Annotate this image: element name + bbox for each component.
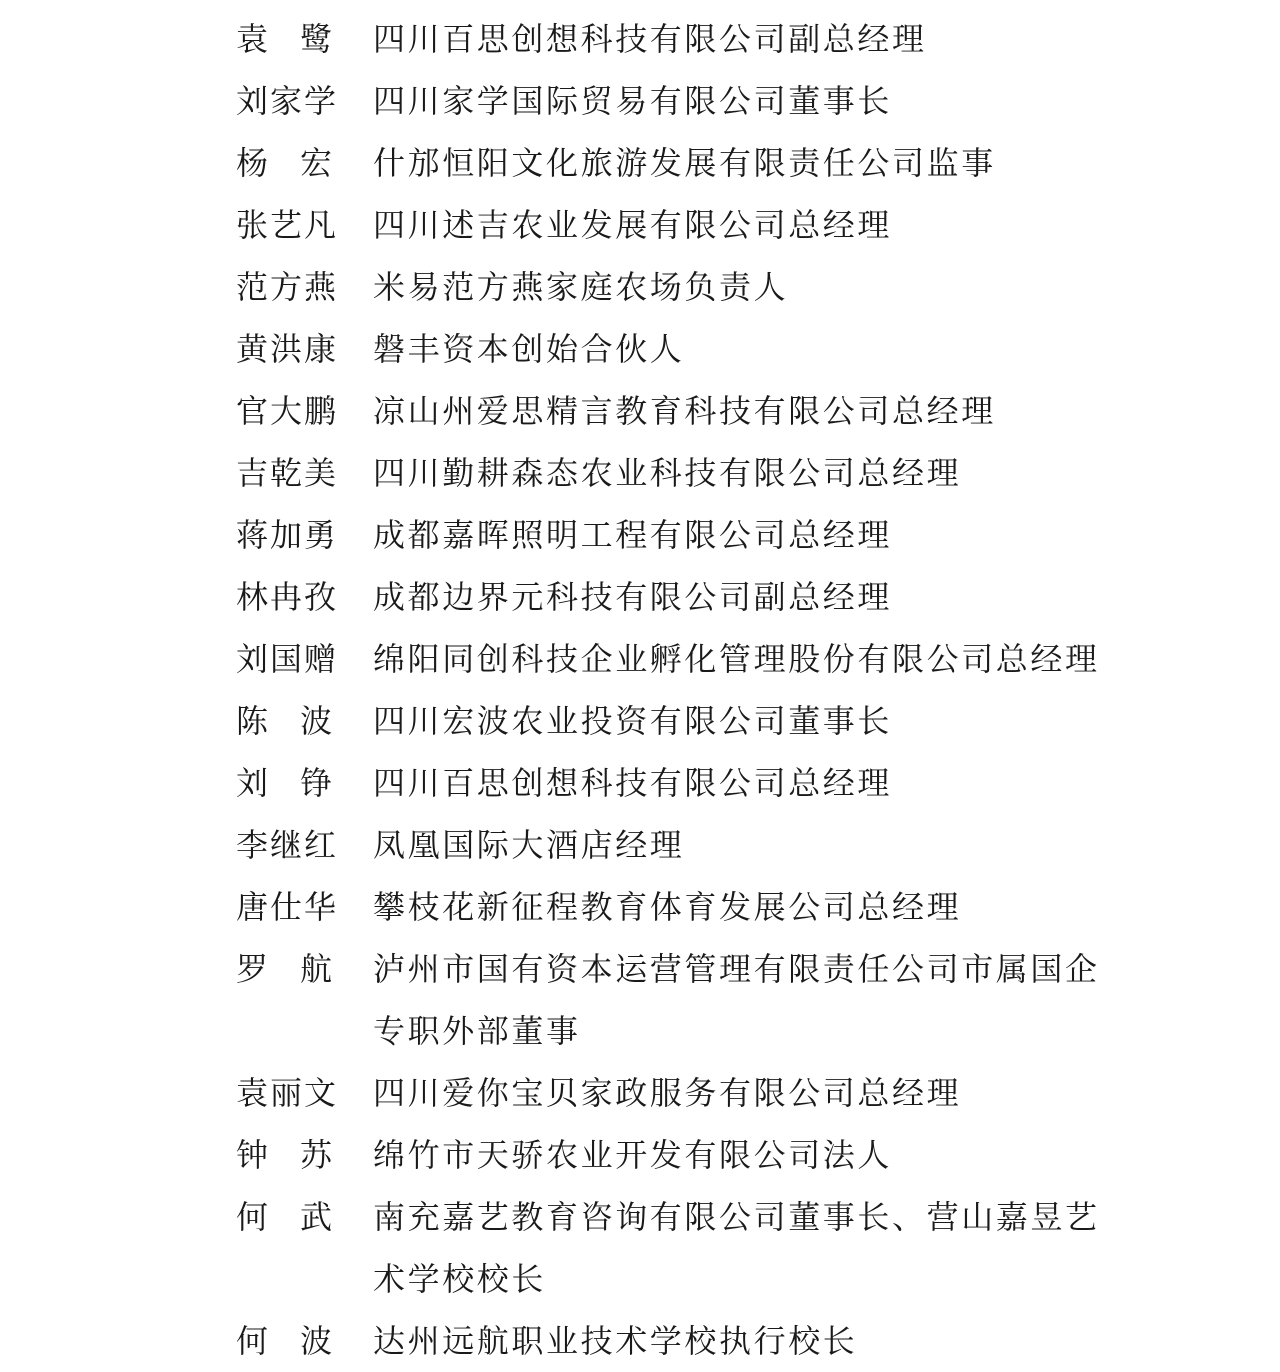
list-item xyxy=(236,1186,1280,1310)
member-title: 绵竹市天骄农业开发有限公司法人 xyxy=(373,1136,893,1174)
list-item xyxy=(236,876,1280,938)
member-name: 袁丽文 xyxy=(236,1074,339,1112)
list-item xyxy=(236,504,1280,566)
name-char: 苏 xyxy=(299,1136,334,1174)
name-char: 何 xyxy=(236,1322,271,1360)
list-item xyxy=(236,318,1280,380)
member-name: 刘家学 xyxy=(236,82,339,120)
member-name xyxy=(236,690,334,752)
member-title: 磐丰资本创始合伙人 xyxy=(373,330,685,368)
member-name: 李继红 xyxy=(236,826,339,864)
member-name: 黄洪康 xyxy=(236,330,339,368)
member-name: 官大鹏 xyxy=(236,392,339,430)
list-item xyxy=(236,1062,1280,1124)
member-title: 成都边界元科技有限公司副总经理 xyxy=(373,578,893,616)
list-item xyxy=(236,938,1280,1062)
name-char: 钟 xyxy=(236,1136,271,1174)
member-name xyxy=(236,8,334,70)
list-item xyxy=(236,752,1280,814)
name-char: 鹭 xyxy=(299,20,334,58)
member-title: 绵阳同创科技企业孵化管理股份有限公司总经理 xyxy=(373,640,1100,678)
list-item xyxy=(236,8,1280,70)
member-name: 范方燕 xyxy=(236,268,339,306)
member-name: 张艺凡 xyxy=(236,206,339,244)
name-char: 波 xyxy=(299,1322,334,1360)
member-title: 四川家学国际贸易有限公司董事长 xyxy=(373,82,893,120)
member-name: 唐仕华 xyxy=(236,888,339,926)
member-title: 成都嘉晖照明工程有限公司总经理 xyxy=(373,516,893,554)
member-title: 四川百思创想科技有限公司总经理 xyxy=(373,764,893,802)
member-title: 泸州市国有资本运营管理有限责任公司市属国企专职外部董事 xyxy=(373,950,1100,1050)
name-char: 波 xyxy=(299,702,334,740)
member-title: 攀枝花新征程教育体育发展公司总经理 xyxy=(373,888,962,926)
member-title: 什邡恒阳文化旅游发展有限责任公司监事 xyxy=(373,144,996,182)
list-item xyxy=(236,194,1280,256)
member-title: 凤凰国际大酒店经理 xyxy=(373,826,685,864)
member-title: 四川百思创想科技有限公司副总经理 xyxy=(373,20,927,58)
list-item xyxy=(236,70,1280,132)
list-item xyxy=(236,442,1280,504)
member-title: 四川述吉农业发展有限公司总经理 xyxy=(373,206,893,244)
list-item xyxy=(236,1310,1280,1372)
list-item xyxy=(236,566,1280,628)
name-char: 杨 xyxy=(236,144,271,182)
member-title: 米易范方燕家庭农场负责人 xyxy=(373,268,789,306)
member-title: 四川宏波农业投资有限公司董事长 xyxy=(373,702,893,740)
member-name xyxy=(236,938,334,1000)
list-item xyxy=(236,1124,1280,1186)
name-char: 宏 xyxy=(299,144,334,182)
list-item xyxy=(236,814,1280,876)
list-item xyxy=(236,132,1280,194)
member-title: 南充嘉艺教育咨询有限公司董事长、营山嘉昱艺术学校校长 xyxy=(373,1198,1100,1298)
member-title: 四川勤耕森态农业科技有限公司总经理 xyxy=(373,454,962,492)
member-name: 林冉孜 xyxy=(236,578,339,616)
member-name xyxy=(236,1186,334,1248)
member-list xyxy=(0,8,1280,1372)
list-item xyxy=(236,256,1280,318)
member-title: 凉山州爱思精言教育科技有限公司总经理 xyxy=(373,392,996,430)
member-title: 四川爱你宝贝家政服务有限公司总经理 xyxy=(373,1074,962,1112)
member-title: 达州远航职业技术学校执行校长 xyxy=(373,1322,858,1360)
name-char: 铮 xyxy=(299,764,334,802)
name-char: 航 xyxy=(299,950,334,988)
name-char: 陈 xyxy=(236,702,271,740)
member-name: 蒋加勇 xyxy=(236,516,339,554)
name-char: 罗 xyxy=(236,950,271,988)
name-char: 袁 xyxy=(236,20,271,58)
name-char: 刘 xyxy=(236,764,271,802)
name-char: 何 xyxy=(236,1198,271,1236)
list-item xyxy=(236,380,1280,442)
list-item xyxy=(236,690,1280,752)
member-name xyxy=(236,1124,334,1186)
name-char: 武 xyxy=(299,1198,334,1236)
member-name xyxy=(236,132,334,194)
member-name: 吉乾美 xyxy=(236,454,339,492)
member-name xyxy=(236,752,334,814)
list-item xyxy=(236,628,1280,690)
member-name xyxy=(236,1310,334,1372)
member-name: 刘国赠 xyxy=(236,640,339,678)
